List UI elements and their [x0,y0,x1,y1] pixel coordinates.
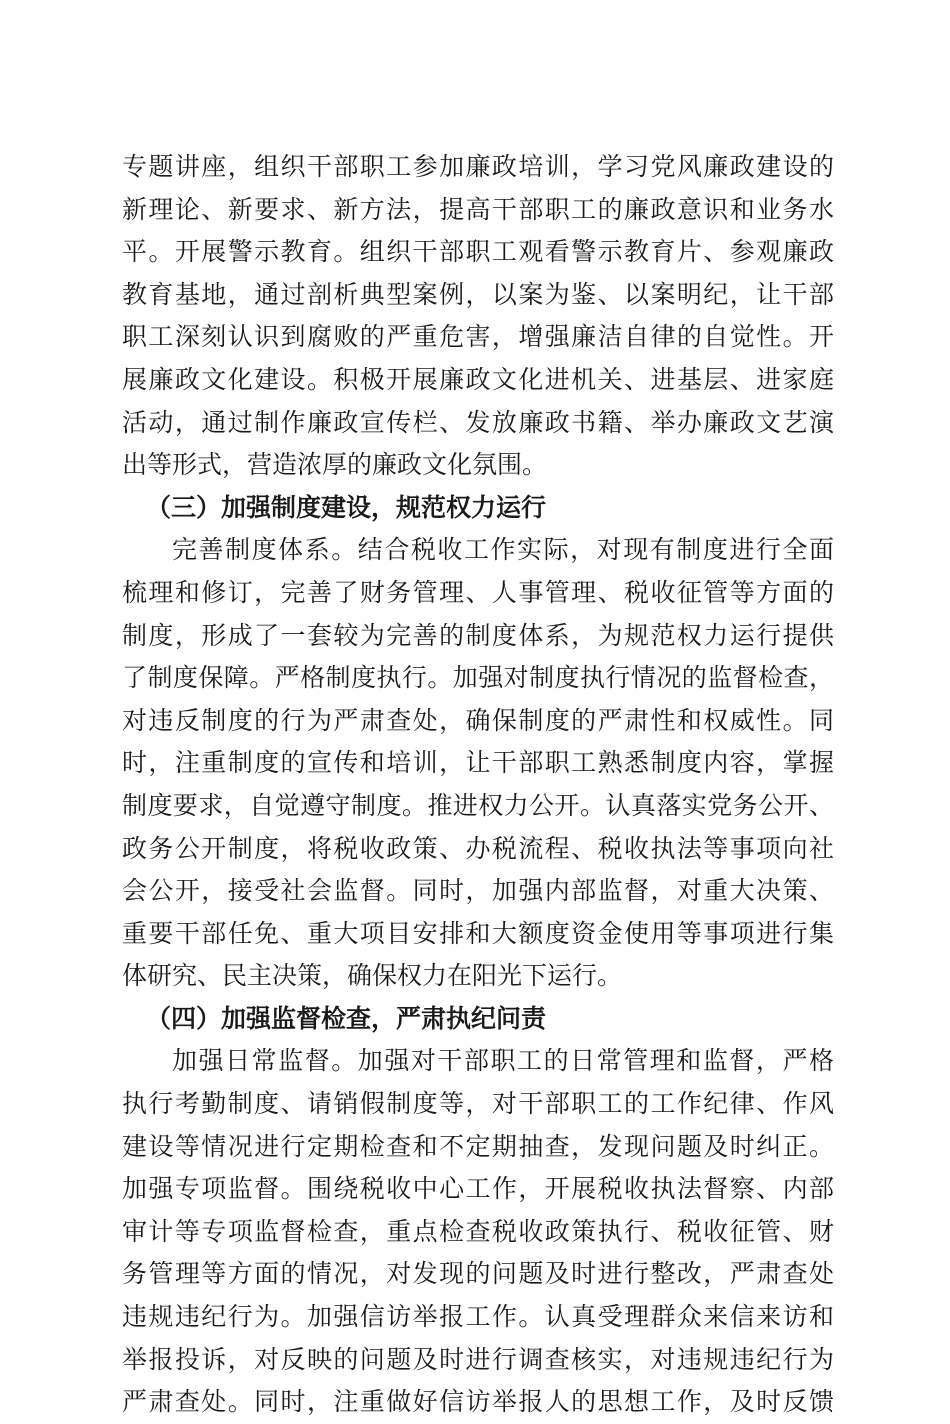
text-line: 活动，通过制作廉政宣传栏、发放廉政书籍、举办廉政文艺演 [122,407,834,437]
text-line: 制度要求，自觉遵守制度。推进权力公开。认真落实党务公开、 [122,790,834,820]
text-line: 加强专项监督。围绕税收中心工作，开展税收执法督察、内部 [122,1174,834,1204]
section-four-paragraph [122,1040,834,1423]
text-line: 加强日常监督。加强对干部职工的日常管理和监督，严格 [172,1046,834,1076]
text-line: 了制度保障。严格制度执行。加强对制度执行情况的监督检查， [122,663,834,693]
text-line: 新理论、新要求、新方法，提高干部职工的廉政意识和业务水 [122,194,834,224]
text-line: 教育基地，通过剖析典型案例，以案为鉴、以案明纪，让干部 [122,279,834,309]
text-line: 执行考勤制度、请销假制度等，对干部职工的工作纪律、作风 [122,1089,834,1119]
text-line: 体研究、民主决策，确保权力在阳光下运行。 [122,961,623,991]
text-line: 完善制度体系。结合税收工作实际，对现有制度进行全面 [172,535,834,565]
section-three-heading: （三）加强制度建设，规范权力运行 [146,492,547,522]
text-line: 展廉政文化建设。积极开展廉政文化进机关、进基层、进家庭 [122,364,834,394]
text-line: 平。开展警示教育。组织干部职工观看警示教育片、参观廉政 [122,237,834,267]
text-line: 时，注重制度的宣传和培训，让干部职工熟悉制度内容，掌握 [122,748,834,778]
text-line: 审计等专项监督检查，重点检查税收政策执行、税收征管、财 [122,1216,834,1246]
text-line: 建设等情况进行定期检查和不定期抽查，发现问题及时纠正。 [122,1131,834,1161]
text-line: 举报投诉，对反映的问题及时进行调查核实，对违规违纪行为 [122,1344,834,1374]
text-line: 务管理等方面的情况，对发现的问题及时进行整改，严肃查处 [122,1259,834,1289]
text-line: 违规违纪行为。加强信访举报工作。认真受理群众来信来访和 [122,1302,834,1332]
document-body [122,146,834,1424]
text-line: 梳理和修订，完善了财务管理、人事管理、税收征管等方面的 [122,577,834,607]
text-line: 出等形式，营造浓厚的廉政文化氛围。 [122,450,548,480]
text-line: 会公开，接受社会监督。同时，加强内部监督，对重大决策、 [122,876,834,906]
text-line: 职工深刻认识到腐败的严重危害，增强廉洁自律的自觉性。开 [122,322,834,352]
text-line: 重要干部任免、重大项目安排和大额度资金使用等事项进行集 [122,918,834,948]
section-three-paragraph [122,529,834,998]
text-line: 制度，形成了一套较为完善的制度体系，为规范权力运行提供 [122,620,834,650]
text-line: 严肃查处。同时，注重做好信访举报人的思想工作，及时反馈 [122,1387,834,1417]
text-line: 专题讲座，组织干部职工参加廉政培训，学习党风廉政建设的 [122,152,834,181]
text-line: 政务公开制度，将税收政策、办税流程、税收执法等事项向社 [122,833,834,863]
text-line: 对违反制度的行为严肃查处，确保制度的严肃性和权威性。同 [122,705,834,735]
intro-paragraph [122,146,834,487]
section-four-heading: （四）加强监督检查，严肃执纪问责 [146,1003,547,1033]
